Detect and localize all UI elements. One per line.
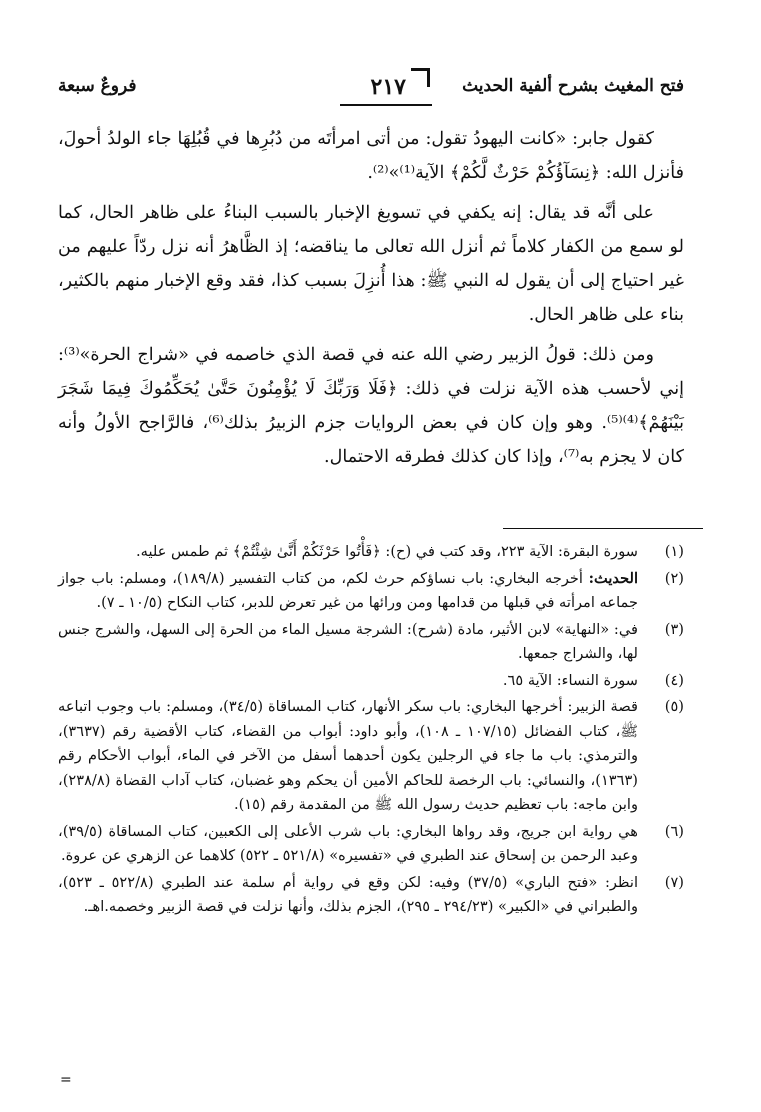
footnote [58,567,684,616]
footnote-number: (٣) [664,620,684,638]
footnote-number: (٦) [664,822,684,840]
footnote [58,820,684,869]
page-number-frame [340,72,432,106]
footnote [58,695,684,818]
paragraph-3: ومن ذلك: قولُ الزبير رضي الله عنه في قصة الذي خاصمه في «شراج الحرة»⁽³⁾: إني لأحسب هذه الآية نزلت في ذلك: ﴿فَلَا وَرَبِّكَ لَا يُؤْمِنُونَ حَتَّىٰ يُحَكِّمُوكَ فِيمَا شَجَرَ بَيْنَهُمْ﴾⁽⁴⁾⁽⁵⁾. وهو وإن كان في بعض الروايات جزم الزبيرُ بذلك⁽⁶⁾، فالرَّاجح الأولُ وأنه كان لا يجزم به⁽⁷⁾، وإذا كان كذلك فطرقه الاحتمال. [58,345,685,467]
footnote-number: (٤) [664,671,684,689]
corner-ornament-icon [411,68,430,87]
footnote-text: سورة البقرة: الآية ٢٢٣، وقد كتب في (ح): ﴿فَأْتُوا حَرْثَكُمْ أَنَّىٰ شِئْتُمْ﴾ ثم طمس عليه. [136,543,638,560]
book-title: فتح المغيث بشرح ألفية الحديث [462,76,684,96]
footnote-number: (٧) [664,873,684,891]
footnote-number: (٥) [664,698,684,715]
footnote-label: الحديث: [588,569,639,587]
footnote [58,669,684,694]
page-header [58,72,684,114]
footnote [58,540,684,565]
section-title: فروعٌ سبعة [58,76,137,96]
footnote [58,871,684,920]
footnote-text: في: «النهاية» لابن الأثير، مادة (شرح): الشرجة مسيل الماء من الحرة إلى السهل، والشرج جنس لها، والشراج جمعها. [58,620,638,662]
footnote-text: انظر: «فتح الباري» (٣٧/٥) وفيه: لكن وقع في رواية أم سلمة عند الطبري (٥٢٢/٨ ـ ٥٢٣)، والطبراني في «الكبير» (٢٩٤/٢٣ ـ ٢٩٥)، الجزم بذلك، وأنها نزلت في قصة الزبير وخصمه.اهـ. [58,873,638,915]
footnote [58,618,684,667]
footnote-text: سورة النساء: الآية ٦٥. [502,671,638,689]
footnotes [58,540,684,922]
footnote-divider [503,528,703,529]
main-text [58,122,684,480]
footnote-text: قصة الزبير: أخرجها البخاري: باب سكر الأنهار، كتاب المساقاة (٣٤/٥)، ومسلم: باب وجوب اتباعه ﷺ، كتاب الفضائل (١٠٧/١٥ ـ ١٠٨)، وأبو داود: أبواب من القضاء، كتاب الأقضية رقم (٣٦٣٧)، والترمذي: باب ما جاء في الرجلين يكون أحدهما أسفل من الآخر في الماء، أبواب الأحكام رقم (١٣٦٣)، والنسائي: باب الرخصة للحاكم الأمين أن يحكم وهو غضبان، كتاب آداب القضاة (٢٣٨/٨)، وابن ماجه: باب تعظيم حديث رسول الله ﷺ من المقدمة رقم (١٥). [58,698,639,813]
footnote-number: (٢) [664,569,684,587]
paragraph-2: على أنَّه قد يقال: إنه يكفي في تسويغ الإخبار بالسبب البناءُ على ظاهر الحال، كما لو سمع من الكفار كلاماً ثم أنزل الله تعالى ما يناقضه؛ إذ الظَّاهرُ أنه نزل ردّاً عليهم من غير احتياج إلى أن يقول له النبي ﷺ: هذا أُنزِلَ بسبب كذا، فقد وقع الإخبار منهم بالكثير، بناء على ظاهر الحال. [58,203,684,325]
footnote-text: هي رواية ابن جريج، وقد رواها البخاري: باب شرب الأعلى إلى الكعبين، كتاب المساقاة (٣٩/٥)، وعبد الرحمن بن إسحاق عند الطبري في «تفسيره» (٥٢١/٨ ـ ٥٢٢) كلاهما عن الزهري عن عروة. [58,822,638,864]
footnote-text: أخرجه البخاري: باب نساؤكم حرث لكم، من كتاب التفسير (١٨٩/٨)، ومسلم: باب جواز جماعه امرأته في قبلها من قدامها ومن ورائها من غير تعرض للدبر، كتاب النكاح (١٠/٥ ـ ٧). [58,569,638,611]
footnote-number: (١) [664,543,684,560]
continuation-mark: = [60,1072,72,1088]
page-number: ٢١٧ [370,74,406,100]
paragraph-1: كقول جابر: «كانت اليهودُ تقول: من أتى امرأتَه من دُبُرِها في قُبُلِهَا جاء الولدُ أحولَ، فأنزل الله: ﴿نِسَآؤُكُمْ حَرْثٌ لَّكُمْ﴾ الآية⁽¹⁾»⁽²⁾. [58,129,684,183]
